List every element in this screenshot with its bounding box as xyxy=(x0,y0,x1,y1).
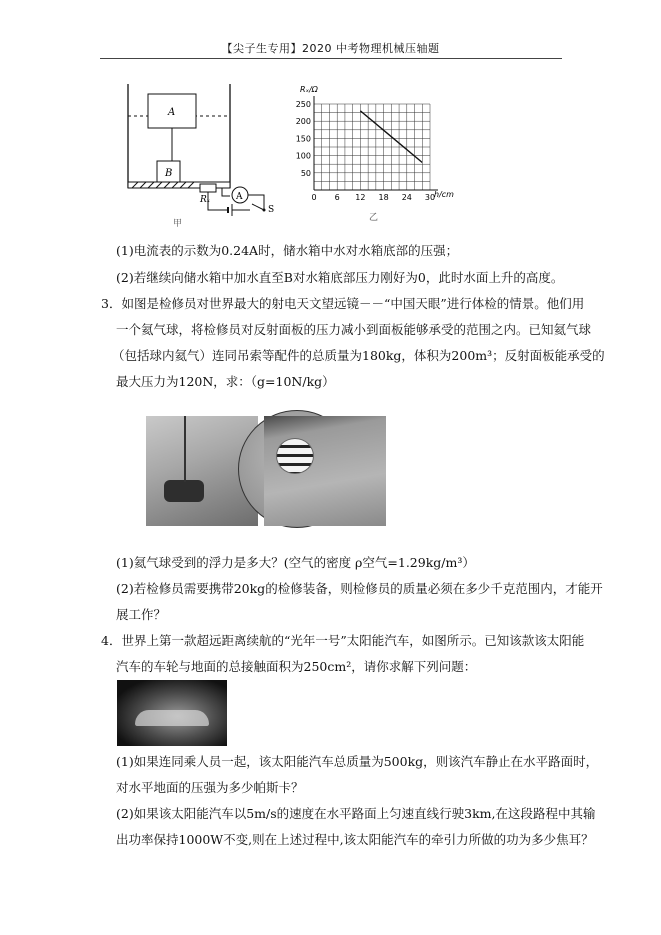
q3-line4: 最大压力为120N，求：（g=10N/kg） xyxy=(116,374,335,389)
q3-sub2-line2: 展工作？ xyxy=(116,607,167,622)
q3-line3: （包括球内氦气）连同吊索等配件的总质量为180kg，体积为200m³；反射面板能承受的 xyxy=(112,348,605,363)
wire-back xyxy=(208,192,228,210)
block-b-label: B xyxy=(165,168,173,179)
q4-sub2-line1: (2)如果该太阳能汽车以5m/s的速度在水平路面上匀速直线行驶3km,在这段路程中其输 xyxy=(116,806,596,821)
q3-line1: 3．如图是检修员对世界最大的射电天文望远镜－－“中国天眼”进行体检的情景。他们用 xyxy=(101,296,585,311)
q4-sub1-line1: (1)如果连同乘人员一起，该太阳能汽车总质量为500kg，则该汽车静止在水平路面时， xyxy=(116,754,599,769)
y-tick-label: 250 xyxy=(295,100,311,109)
x-tick-label: 0 xyxy=(311,193,317,202)
q4-sub2-line2: 出功率保持1000W不变,则在上述过程中,该太阳能汽车的牵引力所做的功为多少焦耳？ xyxy=(116,832,594,847)
block-a-label: A xyxy=(168,107,176,118)
y-tick-label: 200 xyxy=(295,117,311,127)
q3-sub1: (1)氦气球受到的浮力是多大？(空气的密度 ρ空气=1.29kg/m³） xyxy=(116,555,475,570)
figure-yi-chart xyxy=(290,82,460,227)
x-tick-label: 6 xyxy=(334,193,340,202)
solar-car-photo xyxy=(117,680,227,746)
x-tick-label: 24 xyxy=(401,193,412,202)
hanging-rope xyxy=(184,416,186,482)
switch-label-visible: S xyxy=(268,205,275,215)
chart-ylabel: Rₓ/Ω xyxy=(300,85,318,94)
chart-xlabel: h/cm xyxy=(434,190,454,199)
photo-right-panel xyxy=(264,416,386,526)
y-tick-label: 150 xyxy=(295,134,311,144)
q2-part1: (1)电流表的示数为0.24A时，储水箱中水对水箱底部的压强； xyxy=(116,243,459,258)
ammeter-label: A xyxy=(236,192,243,202)
helium-balloon xyxy=(276,438,314,474)
caption-jia: 甲 xyxy=(173,219,183,228)
telescope-photo xyxy=(146,410,386,526)
q4-sub1-line2: 对水平地面的压强为多少帕斯卡？ xyxy=(116,780,304,795)
y-tick-label: 100 xyxy=(295,151,311,161)
x-tick-label: 12 xyxy=(355,193,366,202)
figure-jia xyxy=(118,78,288,228)
wire-right xyxy=(248,195,264,210)
q4-line1: 4．世界上第一款超远距离续航的“光年一号”太阳能汽车，如图所示。已知该款该太阳能 xyxy=(101,633,585,648)
q3-line2: 一个氦气球，将检修员对反射面板的压力减小到面板能够承受的范围之内。已知氦气球 xyxy=(116,322,592,337)
rx-label: Rₓ xyxy=(200,195,210,205)
x-tick-label: 18 xyxy=(378,193,389,202)
q2-part2: (2)若继续向储水箱中加水直至B对水箱底部压力刚好为0，此时水面上升的高度。 xyxy=(116,270,564,285)
header-rule xyxy=(100,58,562,59)
page-header: 【尖子生专用】2020 中考物理机械压轴题 xyxy=(221,42,440,55)
caption-yi: 乙 xyxy=(369,213,379,223)
sensor-rx xyxy=(200,184,216,192)
wire-top xyxy=(216,188,230,196)
x-tick-label: 30 xyxy=(424,193,436,202)
q4-line2: 汽车的车轮与地面的总接触面积为250cm²，请你求解下列问题： xyxy=(116,659,477,674)
car-silhouette xyxy=(135,710,209,726)
inspector-figure xyxy=(164,480,204,502)
switch-lever xyxy=(252,204,264,210)
y-tick-label: 50 xyxy=(300,168,311,178)
q3-sub2-line1: (2)若检修员需要携带20kg的检修装备，则检修员的质量必须在多少千克范围内，才能开 xyxy=(116,581,603,596)
